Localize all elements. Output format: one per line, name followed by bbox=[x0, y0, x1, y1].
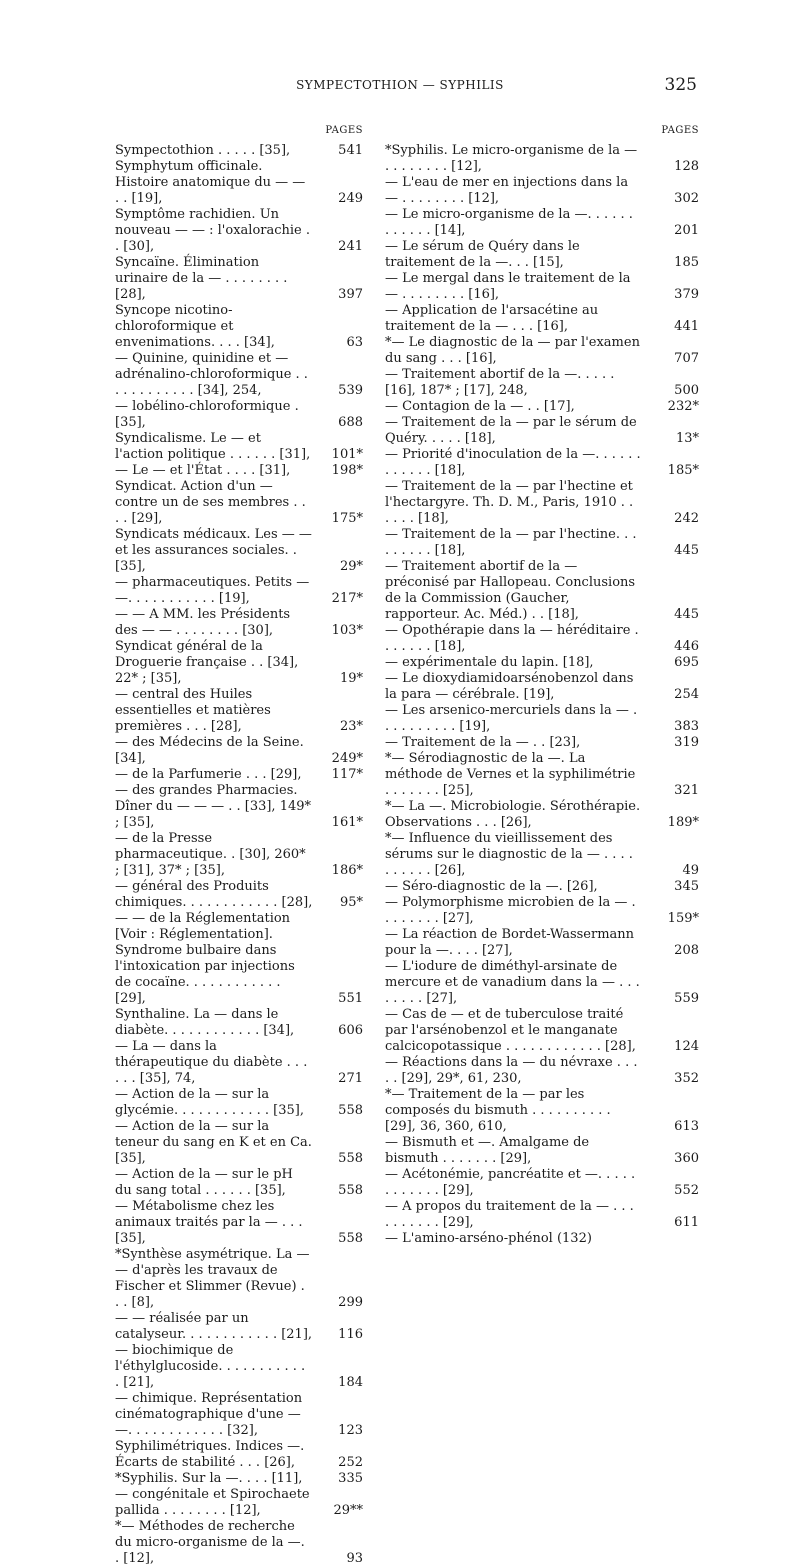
entry-page: 611 bbox=[674, 1215, 699, 1230]
entry-page: 116 bbox=[338, 1327, 363, 1342]
entry-page: 707 bbox=[674, 351, 699, 366]
index-entry bbox=[385, 751, 699, 799]
entry-text: — Opothérapie dans la — héréditaire . . . . . . . [18], bbox=[385, 623, 639, 654]
entry-text: *Synthèse asymétrique. La — — d'après les travaux de Fischer et Slimmer (Revue) . . . [8], bbox=[115, 1247, 310, 1310]
index-entry bbox=[385, 799, 699, 831]
entry-text: — Polymorphisme microbien de la — . . . . . . . . [27], bbox=[385, 895, 636, 926]
entry-text: — des grandes Pharmacies. Dîner du — — — . . [33], 149* ; [35], bbox=[115, 783, 312, 830]
entry-page: 321 bbox=[674, 783, 699, 798]
entry-page: 445 bbox=[674, 543, 699, 558]
entry-text: — Action de la — sur la teneur du sang en K et en Ca. [35], bbox=[115, 1119, 312, 1166]
index-entry bbox=[385, 239, 699, 271]
entry-text: — — A MM. les Présidents des — — . . . . . . . . [30], bbox=[115, 607, 291, 638]
entry-text: *— Sérodiagnostic de la —. La méthode de Vernes et la syphilimétrie . . . . . . . [25], bbox=[385, 751, 636, 798]
index-entry bbox=[115, 1087, 363, 1119]
index-entry bbox=[115, 1439, 363, 1471]
entry-page: 123 bbox=[338, 1423, 363, 1438]
index-entry bbox=[115, 351, 363, 399]
entry-text: Syndicat général de la Droguerie française . . [34], 22* ; [35], bbox=[115, 639, 299, 686]
entry-text: — Les arsenico-mercuriels dans la — . . . . . . . . . . [19], bbox=[385, 703, 638, 734]
entry-text: — — de la Réglementation [Voir : Réglementation]. bbox=[115, 911, 291, 942]
index-entry bbox=[385, 735, 699, 751]
index-entry bbox=[385, 671, 699, 703]
index-entry bbox=[385, 831, 699, 879]
entry-text: — Le micro-organisme de la —. . . . . . . . . . . . [14], bbox=[385, 207, 633, 238]
entry-page: 446 bbox=[674, 639, 699, 654]
entry-text: Syndrome bulbaire dans l'intoxication par injections de cocaïne. . . . . . . . . . . . [29], bbox=[115, 943, 295, 1006]
index-entry bbox=[385, 479, 699, 527]
entry-text: — Action de la — sur la glycémie. . . . . . . . . . . . [35], bbox=[115, 1087, 304, 1118]
index-entry bbox=[385, 927, 699, 959]
entry-page: 441 bbox=[674, 319, 699, 334]
entry-page: 161* bbox=[331, 815, 363, 830]
index-entry bbox=[115, 1519, 363, 1567]
entry-page: 695 bbox=[674, 655, 699, 670]
entry-page: 271 bbox=[338, 1071, 363, 1086]
entry-page: 249 bbox=[338, 191, 363, 206]
entry-text: — Traitement abortif de la —. . . . . [16], 187* ; [17], 248, bbox=[385, 367, 615, 398]
entry-text: — de la Parfumerie . . . [29], bbox=[115, 767, 302, 782]
entry-text: — Acétonémie, pancréatite et —. . . . . . . . . . . . [29], bbox=[385, 1167, 636, 1198]
entry-page: 101* bbox=[331, 447, 363, 462]
index-entry bbox=[115, 783, 363, 831]
entry-text: — La — dans la thérapeutique du diabète . . . . . . [35], 74, bbox=[115, 1039, 308, 1086]
entry-text: — chimique. Représentation cinématographique d'une — —. . . . . . . . . . . . [32], bbox=[115, 1391, 303, 1438]
entry-page: 13* bbox=[675, 431, 699, 446]
entry-text: Syndicalisme. Le — et l'action politique . . . . . . [31], bbox=[115, 431, 311, 462]
index-entry bbox=[115, 1119, 363, 1167]
entry-page: 124 bbox=[674, 1039, 699, 1054]
entry-text: *Syphilis. Sur la —. . . . [11], bbox=[115, 1471, 303, 1486]
entry-page: 201 bbox=[674, 223, 699, 238]
running-head: SYMPECTOTHION — SYPHILIS bbox=[296, 78, 504, 92]
index-entry bbox=[115, 255, 363, 303]
entry-text: — Contagion de la — . . [17], bbox=[385, 399, 575, 414]
index-entry bbox=[385, 1055, 699, 1087]
entry-page: 397 bbox=[338, 287, 363, 302]
entry-text: — Le mergal dans le traitement de la — . . . . . . . . [16], bbox=[385, 271, 631, 302]
entry-page: 208 bbox=[674, 943, 699, 958]
entry-text: — biochimique de l'éthylglucoside. . . . . . . . . . . . [21], bbox=[115, 1343, 306, 1390]
index-entry bbox=[385, 207, 699, 239]
index-entry bbox=[115, 527, 363, 575]
pages-column-head: PAGES bbox=[661, 125, 699, 136]
index-entry bbox=[115, 1167, 363, 1199]
entry-text: — Traitement abortif de la — préconisé par Hallopeau. Conclusions de la Commission (Gaucher, rapporteur. Ac. Méd.) . . [18], bbox=[385, 559, 636, 622]
entry-page: 186* bbox=[331, 863, 363, 878]
entry-page: 558 bbox=[338, 1151, 363, 1166]
entry-page: 559 bbox=[674, 991, 699, 1006]
index-entry bbox=[385, 1199, 699, 1231]
index-entry bbox=[115, 479, 363, 527]
entry-text: — Bismuth et —. Amalgame de bismuth . . . . . . . [29], bbox=[385, 1135, 590, 1166]
entry-text: Syncope nicotino-chloroformique et envenimations. . . . [34], bbox=[115, 303, 275, 350]
entry-text: *— Le diagnostic de la — par l'examen du sang . . . [16], bbox=[385, 335, 640, 366]
entry-text: — Application de l'arsacétine au traitement de la — . . . [16], bbox=[385, 303, 599, 334]
entry-page: 539 bbox=[338, 383, 363, 398]
entry-page: 302 bbox=[674, 191, 699, 206]
entry-page: 252 bbox=[338, 1455, 363, 1470]
entry-text: — expérimentale du lapin. [18], bbox=[385, 655, 594, 670]
entry-page: 249* bbox=[331, 751, 363, 766]
entry-page: 184 bbox=[338, 1375, 363, 1390]
entry-text: Symphytum officinale. Histoire anatomique du — — . . [19], bbox=[115, 159, 306, 206]
index-entry bbox=[115, 1007, 363, 1039]
index-entry bbox=[115, 1343, 363, 1391]
right-column bbox=[385, 125, 699, 1247]
index-entry bbox=[385, 335, 699, 367]
entry-page: 242 bbox=[674, 511, 699, 526]
entry-page: 217* bbox=[331, 591, 363, 606]
entry-page: 175* bbox=[331, 511, 363, 526]
entry-page: 19* bbox=[339, 671, 363, 686]
entry-text: *— Méthodes de recherche du micro-organisme de la —. . [12], bbox=[115, 1519, 305, 1566]
index-entry bbox=[385, 271, 699, 303]
index-entry bbox=[385, 1135, 699, 1167]
entry-text: — Le dioxydiamidoarsénobenzol dans la para — cérébrale. [19], bbox=[385, 671, 634, 702]
index-entry bbox=[115, 879, 363, 911]
entry-page: 29** bbox=[333, 1503, 363, 1518]
entry-text: — pharmaceutiques. Petits — —. . . . . . . . . . . [19], bbox=[115, 575, 310, 606]
index-entry bbox=[385, 399, 699, 415]
index-entry bbox=[115, 943, 363, 1007]
index-entry bbox=[385, 367, 699, 399]
entry-text: — général des Produits chimiques. . . . . . . . . . . . [28], bbox=[115, 879, 313, 910]
entry-page: 299 bbox=[338, 1295, 363, 1310]
entry-page: 688 bbox=[338, 415, 363, 430]
index-entry bbox=[385, 703, 699, 735]
entry-page: 613 bbox=[674, 1119, 699, 1134]
page-header bbox=[0, 75, 800, 100]
entry-text: — Le — et l'État . . . . [31], bbox=[115, 463, 291, 478]
left-entry-list bbox=[115, 143, 363, 1567]
entry-page: 189* bbox=[667, 815, 699, 830]
entry-text: Sympectothion . . . . . [35], bbox=[115, 143, 291, 158]
entry-page: 319 bbox=[674, 735, 699, 750]
entry-page: 232* bbox=[667, 399, 699, 414]
entry-text: — Action de la — sur le pH du sang total . . . . . . [35], bbox=[115, 1167, 293, 1198]
index-entry bbox=[385, 447, 699, 479]
entry-text: Syncaïne. Élimination urinaire de la — . . . . . . . . [28], bbox=[115, 255, 288, 302]
left-column bbox=[115, 125, 363, 1567]
entry-page: 185* bbox=[667, 463, 699, 478]
entry-text: — L'eau de mer en injections dans la — . . . . . . . . [12], bbox=[385, 175, 629, 206]
index-entry bbox=[385, 415, 699, 447]
index-entry bbox=[115, 1471, 363, 1487]
entry-text: Symptôme rachidien. Un nouveau — — : l'oxalorachie . . [30], bbox=[115, 207, 310, 254]
index-entry bbox=[385, 1167, 699, 1199]
index-entry bbox=[385, 559, 699, 623]
entry-page: 558 bbox=[338, 1231, 363, 1246]
entry-text: — de la Presse pharmaceutique. . [30], 260* ; [31], 37* ; [35], bbox=[115, 831, 306, 878]
entry-page: 352 bbox=[674, 1071, 699, 1086]
entry-text: — L'amino-arséno-phénol (132) bbox=[385, 1231, 592, 1246]
entry-page: 606 bbox=[338, 1023, 363, 1038]
index-entry bbox=[385, 623, 699, 655]
entry-text: — Traitement de la — par l'hectine et l'hectargyre. Th. D. M., Paris, 1910 . . . . . . [18], bbox=[385, 479, 634, 526]
entry-page: 159* bbox=[667, 911, 699, 926]
index-entry bbox=[115, 911, 363, 943]
index-entry bbox=[115, 1039, 363, 1087]
entry-text: — Séro-diagnostic de la —. [26], bbox=[385, 879, 598, 894]
entry-text: — La réaction de Bordet-Wassermann pour la —. . . . [27], bbox=[385, 927, 635, 958]
entry-text: — — réalisée par un catalyseur. . . . . . . . . . . . [21], bbox=[115, 1311, 313, 1342]
entry-page: 29* bbox=[339, 559, 363, 574]
entry-page: 445 bbox=[674, 607, 699, 622]
index-entry bbox=[115, 767, 363, 783]
index-entry bbox=[385, 1007, 699, 1055]
entry-text: — Cas de — et de tuberculose traité par l'arsénobenzol et le manganate calcicopotassique . . . . . . . . . . . . [28], bbox=[385, 1007, 636, 1054]
entry-page: 552 bbox=[674, 1183, 699, 1198]
index-entry bbox=[115, 1391, 363, 1439]
entry-page: 541 bbox=[338, 143, 363, 158]
entry-text: — Priorité d'inoculation de la —. . . . . . . . . . . . [18], bbox=[385, 447, 641, 478]
entry-text: — Traitement de la — par l'hectine. . . . . . . . . [18], bbox=[385, 527, 637, 558]
index-entry bbox=[115, 463, 363, 479]
entry-page: 128 bbox=[674, 159, 699, 174]
entry-page: 117* bbox=[331, 767, 363, 782]
index-entry bbox=[115, 399, 363, 431]
entry-text: *— Traitement de la — par les composés du bismuth . . . . . . . . . . [29], 36, 360, 610, bbox=[385, 1087, 611, 1134]
entry-page: 241 bbox=[338, 239, 363, 254]
entry-text: *— La —. Microbiologie. Sérothérapie. Observations . . . [26], bbox=[385, 799, 641, 830]
entry-page: 558 bbox=[338, 1183, 363, 1198]
entry-text: — central des Huiles essentielles et matières premières . . . [28], bbox=[115, 687, 271, 734]
entry-page: 551 bbox=[338, 991, 363, 1006]
entry-page: 500 bbox=[674, 383, 699, 398]
entry-text: — Le sérum de Quéry dans le traitement de la —. . . [15], bbox=[385, 239, 580, 270]
entry-page: 383 bbox=[674, 719, 699, 734]
entry-text: — Traitement de la — . . [23], bbox=[385, 735, 581, 750]
entry-page: 95* bbox=[339, 895, 363, 910]
entry-text: *— Influence du vieillissement des sérums sur le diagnostic de la — . . . . . . . . . . [26], bbox=[385, 831, 633, 878]
entry-text: Syphilimétriques. Indices —. Écarts de stabilité . . . [26], bbox=[115, 1439, 305, 1470]
index-entry bbox=[385, 1087, 699, 1135]
index-entry bbox=[115, 831, 363, 879]
entry-page: 63 bbox=[346, 335, 363, 350]
index-entry bbox=[385, 1231, 699, 1247]
page-number: 325 bbox=[664, 75, 697, 95]
index-entry bbox=[385, 655, 699, 671]
index-entry bbox=[385, 175, 699, 207]
entry-text: — lobélino-chloroformique . [35], bbox=[115, 399, 299, 430]
index-entry bbox=[115, 1247, 363, 1311]
index-entry bbox=[115, 207, 363, 255]
entry-page: 103* bbox=[331, 623, 363, 638]
entry-page: 335 bbox=[338, 1471, 363, 1486]
index-entry bbox=[385, 959, 699, 1007]
index-entry bbox=[115, 687, 363, 735]
index-entry bbox=[115, 431, 363, 463]
entry-page: 49 bbox=[682, 863, 699, 878]
index-entry bbox=[385, 303, 699, 335]
entry-text: — Réactions dans la — du névraxe . . . . . [29], 29*, 61, 230, bbox=[385, 1055, 638, 1086]
entry-page: 379 bbox=[674, 287, 699, 302]
index-entry bbox=[115, 143, 363, 159]
index-entry bbox=[115, 303, 363, 351]
right-entry-list bbox=[385, 143, 699, 1247]
index-entry bbox=[115, 1311, 363, 1343]
entry-page: 23* bbox=[339, 719, 363, 734]
index-entry bbox=[115, 575, 363, 607]
entry-text: Syndicats médicaux. Les — — et les assurances sociales. . [35], bbox=[115, 527, 312, 574]
index-entry bbox=[385, 143, 699, 175]
index-entry bbox=[385, 527, 699, 559]
entry-text: — L'iodure de diméthyl-arsinate de mercure et de vanadium dans la — . . . . . . . . [27], bbox=[385, 959, 640, 1006]
entry-page: 360 bbox=[674, 1151, 699, 1166]
index-entry bbox=[115, 735, 363, 767]
entry-text: — Traitement de la — par le sérum de Quéry. . . . . [18], bbox=[385, 415, 637, 446]
pages-column-head: PAGES bbox=[325, 125, 363, 136]
entry-page: 93 bbox=[346, 1551, 363, 1566]
index-entry bbox=[115, 159, 363, 207]
entry-text: — A propos du traitement de la — . . . . . . . . . . [29], bbox=[385, 1199, 634, 1230]
index-entry bbox=[385, 895, 699, 927]
entry-text: Synthaline. La — dans le diabète. . . . . . . . . . . . [34], bbox=[115, 1007, 295, 1038]
entry-page: 254 bbox=[674, 687, 699, 702]
entry-text: Syndicat. Action d'un — contre un de ses membres . . . . [29], bbox=[115, 479, 306, 526]
index-entry bbox=[115, 1487, 363, 1519]
entry-page: 558 bbox=[338, 1103, 363, 1118]
entry-page: 345 bbox=[674, 879, 699, 894]
entry-text: — Métabolisme chez les animaux traités par la — . . . [35], bbox=[115, 1199, 303, 1246]
entry-page: 185 bbox=[674, 255, 699, 270]
entry-text: *Syphilis. Le micro-organisme de la — . . . . . . . . [12], bbox=[385, 143, 638, 174]
entry-text: — Quinine, quinidine et — adrénalino-chloroformique . . . . . . . . . . . . [34], 254, bbox=[115, 351, 308, 398]
index-entry bbox=[115, 1199, 363, 1247]
entry-text: — des Médecins de la Seine. [34], bbox=[115, 735, 304, 766]
index-entry bbox=[115, 607, 363, 639]
entry-text: — congénitale et Spirochaete pallida . . . . . . . . [12], bbox=[115, 1487, 310, 1518]
index-entry bbox=[385, 879, 699, 895]
entry-page: 198* bbox=[331, 463, 363, 478]
index-entry bbox=[115, 639, 363, 687]
